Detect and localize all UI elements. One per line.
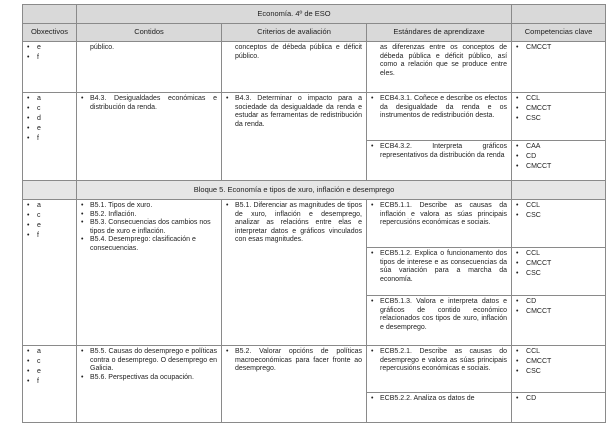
block-heading-row: [23, 181, 606, 200]
competence-item: • CSC: [516, 115, 601, 124]
competence-item: • CSC: [516, 270, 601, 279]
criterion-text: conceptos de débeda pública e déficit público.: [235, 44, 362, 60]
competences-cell: [512, 200, 606, 248]
objective-item: • c: [27, 212, 72, 221]
content-text: público.: [90, 44, 115, 51]
standard-text: • ECB5.1.2. Explica o funcionamento dos tipos de interese e as consecuencias da súa variación para a marcha da economía.: [371, 250, 507, 284]
content-item: • B5.5. Causas do desemprego e políticas contra o desemprego. O desemprego en Galicia.: [81, 348, 217, 374]
content-item: • B5.6. Perspectivas da ocupación.: [81, 374, 217, 383]
content-item: • B5.4. Desemprego: clasificación e consecuencias.: [81, 236, 217, 253]
standard-cell: [367, 200, 512, 248]
objectives-cell: [23, 346, 77, 423]
competence-item: • CD: [516, 153, 601, 162]
standard-text: • ECB5.1.3. Valora e interpreta datos e gráficos de contido económico relacionados cos tipos de xuro, inflación e desemprego.: [371, 298, 507, 332]
criterion-text: • B4.3. Determinar o impacto para a sociedade da desigualdade da renda e estudar as ferramentas de redistribución da renda.: [226, 95, 362, 129]
table-header-row: [23, 24, 606, 42]
standard-cell: [367, 93, 512, 141]
objective-item: • c: [27, 358, 72, 367]
standard-text: • ECB4.3.2. Interpreta gráficos representativos da distribución da renda: [371, 143, 507, 160]
objective-item: • f: [27, 54, 72, 63]
contents-cell: [77, 200, 222, 346]
competence-item: • CMCCT: [516, 163, 601, 172]
standard-cell: [367, 346, 512, 393]
content-item: • B4.3. Desigualdades económicas e distribución da renda.: [81, 95, 217, 112]
objectives-cell: [23, 42, 77, 93]
objective-item: • e: [27, 125, 72, 134]
competence-item: • CSC: [516, 212, 601, 221]
content-item: • B5.1. Tipos de xuro.: [81, 202, 217, 211]
criterion-text: • B5.1. Diferenciar as magnitudes de tipos de xuro, inflación e desemprego, analizar as relacións entre elas e interpretar datos e gráficos vinculados con esas magnitudes.: [226, 202, 362, 245]
standard-cell: [367, 42, 512, 93]
competence-item: • CMCCT: [516, 105, 601, 114]
table-title-row: [23, 5, 606, 24]
objective-item: • e: [27, 368, 72, 377]
header-criteria: Criterios de avaliación: [222, 24, 367, 42]
objective-item: • f: [27, 378, 72, 387]
objective-item: • f: [27, 232, 72, 241]
competence-item: • CMCCT: [516, 44, 601, 53]
competence-item: • CCL: [516, 348, 601, 357]
competences-cell: [512, 346, 606, 393]
standard-text: as diferenzas entre os conceptos de débeda pública e déficit público, así como a relación que se produce entre eles.: [380, 44, 508, 77]
objective-item: • a: [27, 348, 72, 357]
competence-item: • CCL: [516, 250, 601, 259]
objective-item: • e: [27, 222, 72, 231]
competence-item: • CMCCT: [516, 260, 601, 269]
criteria-cell: [222, 346, 367, 423]
table-row: [23, 346, 606, 393]
header-contents: Contidos: [77, 24, 222, 42]
standard-cell: [367, 393, 512, 423]
objective-item: • d: [27, 115, 72, 124]
criteria-cell: [222, 200, 367, 346]
competence-item: • CSC: [516, 368, 601, 377]
competence-item: • CMCCT: [516, 308, 601, 317]
contents-cell: [77, 93, 222, 181]
curriculum-table: [22, 4, 606, 423]
criterion-text: • B5.2. Valorar opcións de políticas macroeconómicas para facer fronte ao desemprego.: [226, 348, 362, 374]
objective-item: • c: [27, 105, 72, 114]
competences-cell: [512, 248, 606, 296]
objectives-cell: [23, 200, 77, 346]
competence-item: • CCL: [516, 202, 601, 211]
header-standards: Estándares de aprendizaxe: [367, 24, 512, 42]
competence-item: • CD: [516, 395, 601, 404]
competence-item: • CAA: [516, 143, 601, 152]
objective-item: • f: [27, 135, 72, 144]
standard-cell: [367, 296, 512, 346]
table-row: [23, 42, 606, 93]
competences-cell: [512, 42, 606, 93]
competences-cell: [512, 93, 606, 141]
standard-text: • ECB5.2.2. Analiza os datos de: [371, 395, 507, 404]
content-item: • B5.2. Inflación.: [81, 211, 217, 220]
block-heading: Bloque 5. Economía e tipos de xuro, inflación e desemprego: [77, 181, 512, 200]
competence-item: • CD: [516, 298, 601, 307]
standard-cell: [367, 248, 512, 296]
criteria-cell: [222, 93, 367, 181]
standard-text: • ECB5.2.1. Describe as causas do desemprego e valora as súas principais repercusións económicas e sociais.: [371, 348, 507, 374]
criteria-cell: [222, 42, 367, 93]
contents-cell: [77, 346, 222, 423]
competences-cell: [512, 141, 606, 181]
table-row: [23, 200, 606, 248]
competence-item: • CMCCT: [516, 358, 601, 367]
header-competences: Competencias clave: [512, 24, 606, 42]
objective-item: • a: [27, 95, 72, 104]
competences-cell: [512, 393, 606, 423]
standard-text: • ECB5.1.1. Describe as causas da inflación e valora as súas principais repercusións económicas e sociais.: [371, 202, 507, 228]
objectives-cell: [23, 93, 77, 181]
content-item: • B5.3. Consecuencias dos cambios nos tipos de xuro e inflación.: [81, 219, 217, 236]
competence-item: • CCL: [516, 95, 601, 104]
standard-cell: [367, 141, 512, 181]
header-objectives: Obxectivos: [23, 24, 77, 42]
table-title: Economía. 4º de ESO: [77, 5, 512, 24]
competences-cell: [512, 296, 606, 346]
table-row: [23, 93, 606, 141]
objective-item: • a: [27, 202, 72, 211]
objective-item: • e: [27, 44, 72, 53]
contents-cell: [77, 42, 222, 93]
standard-text: • ECB4.3.1. Coñece e describe os efectos da desigualdade da renda e os instrumentos de redistribución desta.: [371, 95, 507, 121]
